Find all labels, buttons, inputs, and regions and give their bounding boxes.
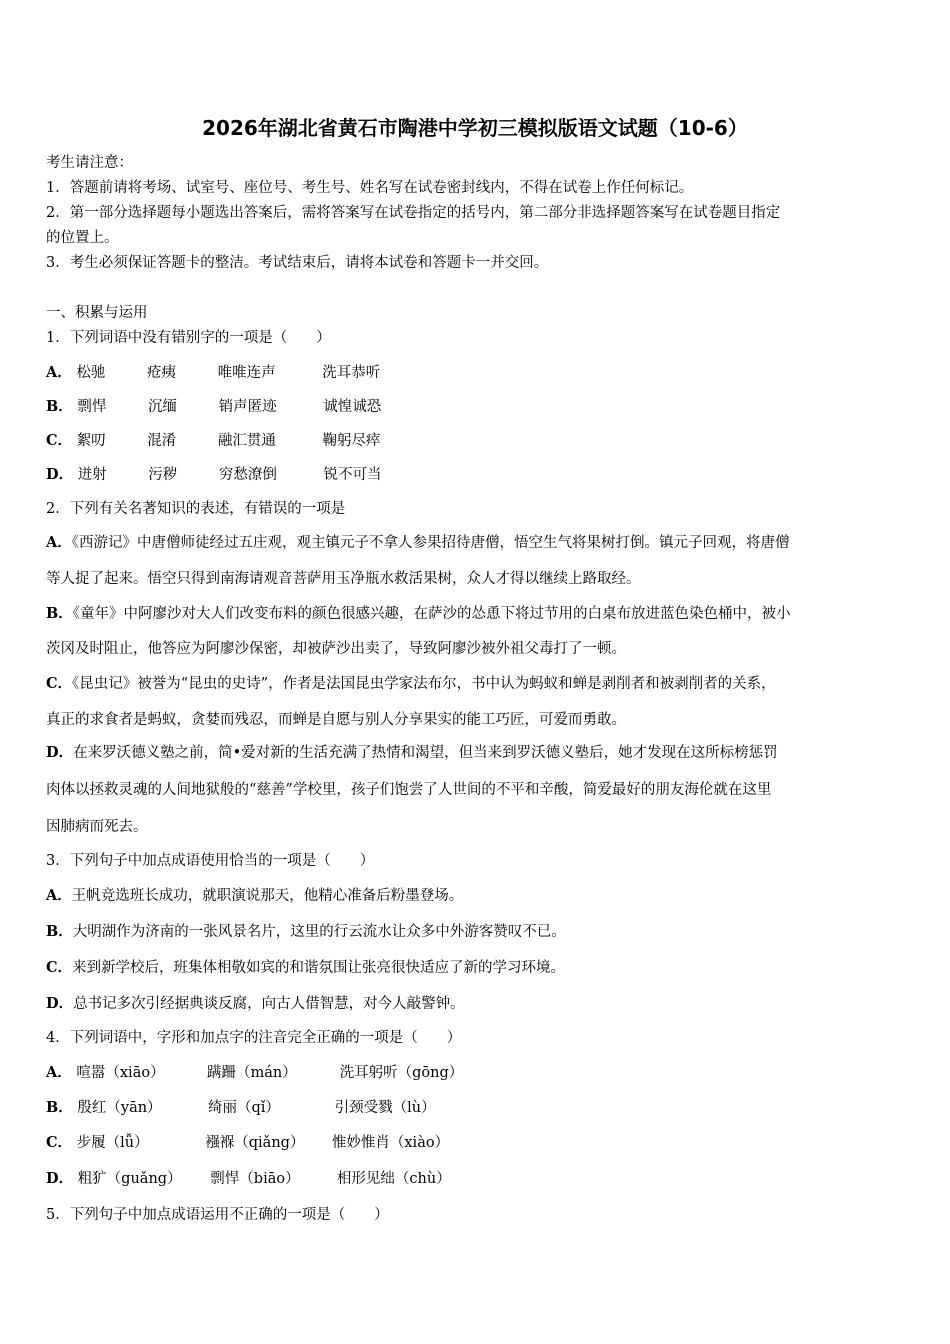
option-text: 等人捉了起来。悟空只得到南海请观音菩萨用玉净瓶水救活果树，众人才得以继续上路取经。 xyxy=(46,571,641,587)
option-text: 因肺病而死去。 xyxy=(46,819,148,835)
option-label: D． xyxy=(46,995,74,1012)
option-label: B． xyxy=(46,1099,73,1116)
notice-item: 3．考生必须保证答题卡的整洁。考试结束后，请将本试卷和答题卡一并交回。 xyxy=(46,255,549,271)
q1-option-b xyxy=(46,400,381,415)
q4-option-b xyxy=(46,1101,436,1116)
option-text: 王帆竞选班长成功，就职演说那天，他精心准备后粉墨登场。 xyxy=(71,888,464,904)
q3-option-c xyxy=(46,961,565,976)
notice-item: 2．第一部分选择题每小题选出答案后，需将答案写在试卷指定的括号内，第二部分非选择题答案写在试卷题目指定 xyxy=(46,205,781,221)
word: 销声匿迹 xyxy=(218,399,277,415)
page-title: 2026年湖北省黄石市陶港中学初三模拟版语文试题（10-6） xyxy=(202,116,748,140)
word: 絮叨 xyxy=(76,433,106,449)
option-text: 总书记多次引经据典谈反腐，向古人借智慧，对今人敲警钟。 xyxy=(73,996,465,1012)
option-label: C． xyxy=(46,959,73,976)
word: 洗耳恭听 xyxy=(322,365,381,381)
option-text: 在来罗沃德义塾之前，简•爱对新的生活充满了热情和渴望，但当来到罗沃德义塾后，她才发现在这所标榜惩罚 xyxy=(73,745,778,761)
q2-line xyxy=(46,572,641,587)
word: 穷愁潦倒 xyxy=(218,467,277,483)
q2-line xyxy=(46,783,771,798)
option-label: D． xyxy=(46,466,74,483)
word: 绮丽（qǐ） xyxy=(207,1100,280,1116)
word: 迸射 xyxy=(77,467,107,483)
option-label: A． xyxy=(46,1064,72,1081)
option-text: 肉体以拯救灵魂的人间地狱般的“慈善”学校里，孩子们饱尝了人世间的不平和辛酸，简爱最好的朋友海伦就在这里 xyxy=(46,782,772,798)
word: 襁褓（qiǎng） xyxy=(205,1135,305,1151)
word: 唯唯连声 xyxy=(217,365,276,381)
q2-line xyxy=(46,746,778,761)
word: 惟妙惟肖（xiào） xyxy=(331,1135,450,1151)
option-label: C． xyxy=(46,675,73,692)
option-label: A． xyxy=(46,534,72,551)
q2-line xyxy=(46,536,790,551)
q2-line xyxy=(46,713,626,728)
option-label: A． xyxy=(46,364,72,381)
option-label: D． xyxy=(46,1170,74,1187)
word: 锐不可当 xyxy=(323,467,382,483)
notice-heading: 考生请注意： xyxy=(46,155,133,171)
option-text: 真正的求食者是蚂蚁，贪婪而残忍，而蝉是自愿与别人分享果实的能工巧匠，可爱而勇敢。 xyxy=(46,712,626,728)
q1-option-c xyxy=(46,434,380,449)
option-text: 《昆虫记》被誉为“昆虫的史诗”，作者是法国昆虫学家法布尔，书中认为蚂蚁和蝉是剥削者和被剥削者的关系， xyxy=(72,676,776,692)
q2-line xyxy=(46,642,626,657)
word: 污秽 xyxy=(148,467,178,483)
question-2-stem: 2．下列有关名著知识的表述，有错误的一项是 xyxy=(46,501,346,517)
question-4-stem: 4．下列词语中，字形和加点字的注音完全正确的一项是（ ） xyxy=(46,1030,462,1046)
option-label: B． xyxy=(46,923,73,940)
word: 步履（lǚ） xyxy=(76,1135,149,1151)
option-text: 来到新学校后，班集体相敬如宾的和谐氛围让张亮很快适应了新的学习环境。 xyxy=(72,960,566,976)
q2-line xyxy=(46,677,776,692)
q4-option-a xyxy=(46,1066,463,1081)
option-label: C． xyxy=(46,1134,73,1151)
q3-option-d xyxy=(46,997,465,1012)
question-1-stem: 1．下列词语中没有错别字的一项是（ ） xyxy=(46,330,331,346)
q2-line xyxy=(46,607,791,622)
notice-item: 1．答题前请将考场、试室号、座位号、考生号、姓名写在试卷密封线内，不得在试卷上作任何标记。 xyxy=(46,180,694,196)
q4-option-c xyxy=(46,1136,449,1151)
word: 粗犷（guǎng） xyxy=(77,1171,182,1187)
word: 沉缅 xyxy=(147,399,177,415)
option-text: 《童年》中阿廖沙对大人们改变布料的颜色很感兴趣，在萨沙的怂恿下将过节用的白桌布放进蓝色染色桶中，被小 xyxy=(72,606,791,622)
q4-option-d xyxy=(46,1172,451,1187)
question-5-stem: 5．下列句子中加点成语运用不正确的一项是（ ） xyxy=(46,1207,389,1223)
option-label: A． xyxy=(46,887,72,904)
question-3-stem: 3．下列句子中加点成语使用恰当的一项是（ ） xyxy=(46,853,375,869)
word: 融汇贯通 xyxy=(217,433,276,449)
word: 疮痍 xyxy=(146,365,176,381)
q1-option-d xyxy=(46,468,382,483)
option-text: 《西游记》中唐僧师徒经过五庄观，观主镇元子不拿人参果招待唐僧，悟空生气将果树打倒。镇元子回观，将唐僧 xyxy=(71,535,790,551)
word: 诚惶诚恐 xyxy=(323,399,382,415)
word: 混淆 xyxy=(147,433,177,449)
q3-option-a xyxy=(46,889,463,904)
word: 殷红（yān） xyxy=(77,1100,162,1116)
q3-option-b xyxy=(46,925,566,940)
word: 剽悍（biāo） xyxy=(210,1171,300,1187)
word: 鞠躬尽瘁 xyxy=(322,433,381,449)
option-label: B． xyxy=(46,605,73,622)
option-text: 茨冈及时阻止，他答应为阿廖沙保密，却被萨沙出卖了，导致阿廖沙被外祖父毒打了一顿。 xyxy=(46,641,626,657)
word: 松驰 xyxy=(76,365,106,381)
option-label: D． xyxy=(46,744,74,761)
notice-item: 的位置上。 xyxy=(46,230,119,246)
word: 相形见绌（chù） xyxy=(336,1171,451,1187)
section-heading: 一、积累与运用 xyxy=(46,305,148,321)
word: 剽悍 xyxy=(77,399,107,415)
q2-line xyxy=(46,820,148,835)
option-text: 大明湖作为济南的一张风景名片，这里的行云流水让众多中外游客赞叹不已。 xyxy=(72,924,566,940)
q1-option-a xyxy=(46,366,380,381)
word: 蹒跚（mán） xyxy=(206,1065,297,1081)
word: 洗耳躬听（gōng） xyxy=(339,1065,464,1081)
option-label: C． xyxy=(46,432,73,449)
word: 喧嚣（xiāo） xyxy=(76,1065,165,1081)
word: 引颈受戮（lù） xyxy=(334,1100,436,1116)
option-label: B． xyxy=(46,398,73,415)
